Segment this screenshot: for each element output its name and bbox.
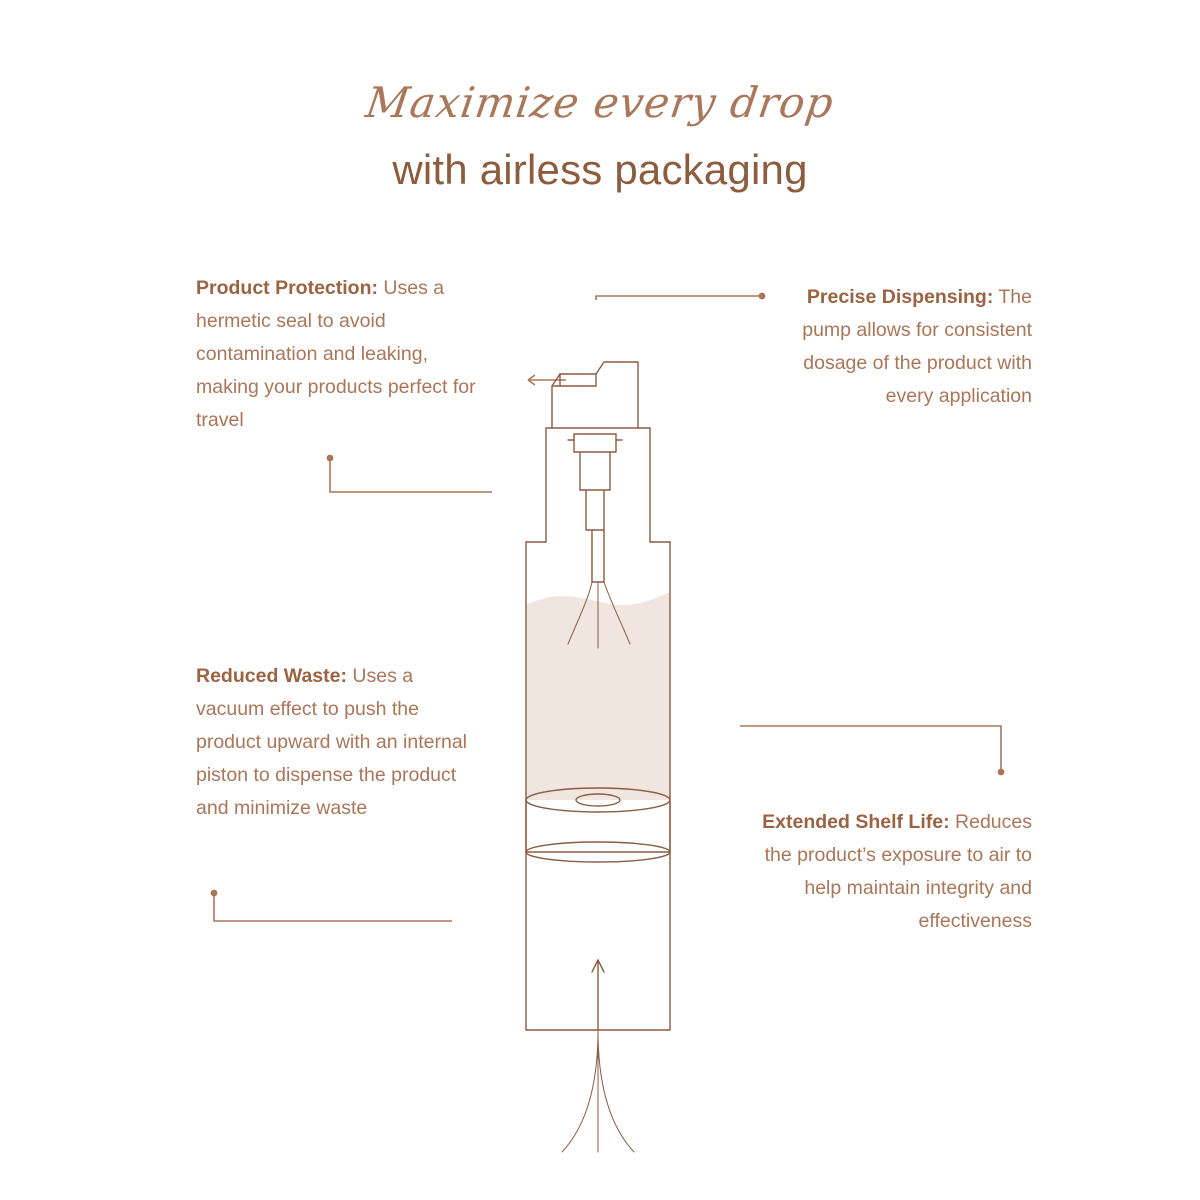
callout-product-protection: [196, 272, 496, 437]
callout-title: Reduced Waste:: [196, 665, 347, 687]
callout-reduced-waste: [196, 660, 471, 825]
callout-extended-shelf-life: [760, 806, 1032, 938]
page-title: with airless packaging: [392, 146, 808, 193]
callout-body: Uses a vacuum effect to push the product upward with an internal piston to dispense the product and minimize waste: [196, 665, 467, 819]
callout-title: Extended Shelf Life:: [762, 811, 950, 833]
callout-title: Product Protection:: [196, 277, 379, 299]
airless-bottle-illustration: [500, 300, 720, 1160]
page-title-script: Maximize every drop: [362, 78, 838, 127]
callout-body: The pump allows for consistent dosage of the product with every application: [802, 286, 1032, 407]
callout-body: Reduces the product’s exposure to air to help maintain integrity and effectiveness: [764, 811, 1032, 932]
callout-body: Uses a hermetic seal to avoid contamination and leaking, making your products perfect for travel: [196, 277, 476, 431]
callout-title: Precise Dispensing:: [806, 286, 994, 308]
callout-precise-dispensing: [760, 281, 1032, 413]
